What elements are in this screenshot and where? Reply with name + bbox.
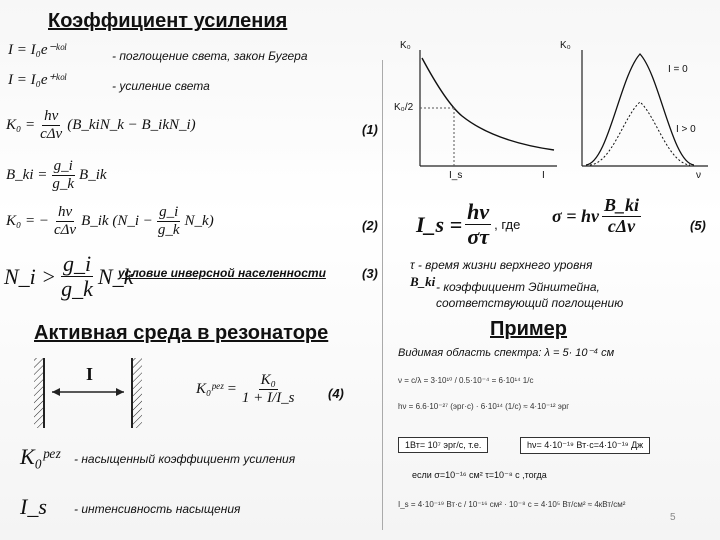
g2-label-bottom: I > 0 [676,124,696,135]
calc-hv: hν = 6.6·10⁻²⁷ (эрг·с) · 6·10¹⁴ (1/c) ≈ 4·10⁻¹² эрг [398,402,570,411]
equation-number-4: (4) [328,386,344,401]
equation-number-2: (2) [362,218,378,233]
symbol-bki: B_ki [410,274,436,289]
equation-4: K₀ᵖᵉᶻ = $\frac{\text{K₀}}{1 + I/I\_s}$ [196,372,295,406]
equation-absorption: I = I₀e⁻ᵏᵒˡ [8,42,66,58]
mirror-right [132,358,142,428]
equation-bki: B_ki = $\frac{g\_i}{g\_k}$ B_ik [6,158,107,192]
calc-is: I_s = 4·10⁻¹⁹ Вт·с / 10⁻¹⁶ см² · 10⁻⁸ с = 4·10⁵ Вт/см² ≈ 4кВт/см² [398,500,626,509]
symbol-k0-res: K₀ᵖᵉᶻ [20,444,60,469]
graph-saturation [392,36,562,186]
arrow-left [52,388,60,396]
profile-i-gt-0 [590,102,690,165]
note-inversion: условие инверсной населенности [118,266,326,280]
box-unit: 1Вт= 10⁷ эрг/с, т.е. [398,437,488,453]
condition-line: если σ=10⁻¹⁶ см² τ=10⁻⁸ с ,тогда [412,470,547,480]
equation-5a: I_s = $\frac{h\nu}{\sigma\tau}$ , где [416,199,521,250]
divider [382,60,383,530]
b-note-2: соответствующий поглощению [436,296,624,310]
g2-xlabel: ν [696,170,701,181]
equation-number-1: (1) [362,122,378,137]
equation-amplification: I = I₀e⁺ᵏᵒˡ [8,72,66,88]
saturation-curve [422,58,554,150]
visible-spectrum: Видимая область спектра: λ = 5· 10⁻⁴ см [398,347,615,359]
g2-ylabel: K₀ [560,40,571,51]
equation-number-3: (3) [362,266,378,281]
page-number: 5 [670,512,676,523]
note-absorption: - поглощение света, закон Бугера [112,49,308,63]
symbol-is: I_s [20,494,47,519]
arrow-right [116,388,124,396]
equation-5b: σ = hν $\frac{B\_ki}{\text{cΔν}}$ [552,195,639,236]
g1-half: K₀/2 [394,102,414,113]
graph-gain-profile [568,36,713,186]
box-hv: hν= 4·10⁻¹⁹ Вт·с=4·10⁻¹⁹ Дж [520,437,650,454]
definition-is: - интенсивность насыщения [74,502,241,516]
resonator-diagram [28,352,168,432]
g2-label-top: I = 0 [668,64,688,75]
b-note-1: - коэффициент Эйнштейна, [436,280,600,294]
tau-note: τ - время жизни верхнего уровня [410,258,593,272]
definition-k0-res: - насыщенный коэффициент усиления [74,452,296,466]
calc-nu: ν = c/λ = 3·10¹⁰ / 0.5·10⁻⁴ = 6·10¹⁴ 1/c [398,376,534,385]
intensity-label: I [86,364,94,384]
mirror-left [34,358,44,428]
section-title-example: Пример [490,318,568,340]
note-amplification: - усиление света [112,79,210,93]
equation-1: K₀ = $\frac{h\nu}{\text{cΔν}}$ (B_kiN_k − B_ikN_i) [6,108,196,142]
section-title-gain: Коэффициент усиления [48,10,288,32]
equation-number-5: (5) [690,218,706,233]
equation-2: K₀ = − $\frac{h\nu}{\text{cΔν}}$ B_ik (N_i − $\frac{g\_i}{g\_k}$ N_k) [6,204,214,238]
g1-xlabel: I [542,170,545,181]
section-title-resonator: Активная среда в резонаторе [34,322,329,344]
equation-3: N_i > $\frac{g\_i}{g\_k}$ N_k [4,251,134,302]
g1-xs: I_s [449,170,463,181]
g1-ylabel: K₀ [400,40,411,51]
